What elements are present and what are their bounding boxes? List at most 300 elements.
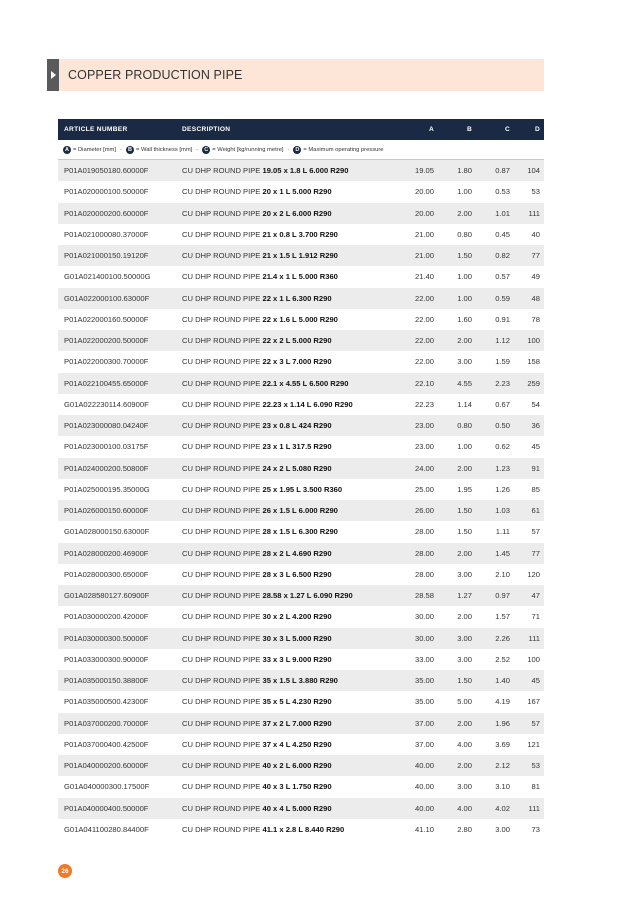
diameter-value: 28.00 <box>414 527 434 537</box>
article-number: G01A041100280.84400F <box>64 824 149 834</box>
description-spec: 30 x 3 L 5.000 R290 <box>262 633 332 643</box>
description-spec: 25 x 1.95 L 3.500 R360 <box>262 484 343 494</box>
wall-thickness-value: 1.95 <box>457 484 472 494</box>
description <box>182 676 392 685</box>
section-banner <box>47 59 544 91</box>
description-prefix: CU DHP ROUND PIPE <box>182 803 261 813</box>
description <box>182 549 392 558</box>
description <box>182 464 392 473</box>
diameter-value: 22.23 <box>414 399 434 409</box>
article-number: P01A040000400.50000F <box>64 803 149 813</box>
article-number: P01A022100455.65000F <box>64 378 149 388</box>
weight-value: 1.57 <box>495 612 510 622</box>
weight-value: 2.23 <box>495 378 510 388</box>
article-number: P01A028000200.46900F <box>64 548 149 558</box>
max-pressure-value: 78 <box>531 314 540 324</box>
wall-thickness-value: 1.60 <box>457 314 472 324</box>
article-number: G01A022230114.60900F <box>64 399 149 409</box>
wall-thickness-value: 4.00 <box>457 739 472 749</box>
wall-thickness-value: 1.00 <box>457 293 472 303</box>
description-prefix: CU DHP ROUND PIPE <box>182 676 261 686</box>
max-pressure-value: 100 <box>527 654 540 664</box>
table-row <box>58 734 544 755</box>
description-prefix: CU DHP ROUND PIPE <box>182 314 261 324</box>
product-table <box>58 119 544 840</box>
description-spec: 40 x 4 L 5.000 R290 <box>262 803 332 813</box>
diameter-value: 23.00 <box>414 442 434 452</box>
diameter-value: 22.00 <box>414 314 434 324</box>
description-prefix: CU DHP ROUND PIPE <box>182 229 261 239</box>
table-row <box>58 691 544 712</box>
max-pressure-value: 40 <box>531 229 540 239</box>
article-number: P01A033000300.90000F <box>64 654 149 664</box>
description-prefix: CU DHP ROUND PIPE <box>182 293 261 303</box>
wall-thickness-value: 1.00 <box>457 442 472 452</box>
weight-value: 1.45 <box>495 548 510 558</box>
wall-thickness-value: 2.00 <box>457 718 472 728</box>
weight-value: 1.11 <box>495 527 510 537</box>
description-prefix: CU DHP ROUND PIPE <box>182 463 261 473</box>
description-spec: 41.1 x 2.8 L 8.440 R290 <box>262 824 345 834</box>
max-pressure-value: 111 <box>528 803 540 813</box>
table-row <box>58 309 544 330</box>
wall-thickness-value: 3.00 <box>457 633 472 643</box>
table-row <box>58 458 544 479</box>
article-number: P01A022000300.70000F <box>64 357 149 367</box>
article-number: P01A022000200.50000F <box>64 336 149 346</box>
diameter-value: 22.10 <box>414 378 434 388</box>
description <box>182 825 392 834</box>
weight-value: 0.67 <box>495 399 510 409</box>
description <box>182 506 392 515</box>
wall-thickness-value: 3.00 <box>457 357 472 367</box>
description-spec: 21 x 1.5 L 1.912 R290 <box>262 251 338 261</box>
wall-thickness-value: 2.00 <box>457 336 472 346</box>
diameter-value: 41.10 <box>414 824 434 834</box>
article-number: P01A020000200.60000F <box>64 208 149 218</box>
max-pressure-value: 120 <box>527 569 540 579</box>
weight-value: 0.97 <box>495 591 510 601</box>
description <box>182 357 392 366</box>
legend-key-badge: A <box>63 146 71 154</box>
description-prefix: CU DHP ROUND PIPE <box>182 569 261 579</box>
wall-thickness-value: 3.00 <box>457 569 472 579</box>
max-pressure-value: 57 <box>531 527 540 537</box>
article-number: G01A028000150.63000F <box>64 527 150 537</box>
description <box>182 485 392 494</box>
weight-value: 2.10 <box>495 569 510 579</box>
legend-text: = Diameter [mm] <box>73 146 117 153</box>
diameter-value: 22.00 <box>414 336 434 346</box>
table-row <box>58 224 544 245</box>
weight-value: 1.12 <box>495 336 510 346</box>
wall-thickness-value: 5.00 <box>457 697 472 707</box>
header-b: B <box>466 126 472 133</box>
description-prefix: CU DHP ROUND PIPE <box>182 187 261 197</box>
diameter-value: 28.58 <box>414 591 434 601</box>
wall-thickness-value: 4.00 <box>457 803 472 813</box>
article-number: G01A040000300.17500F <box>64 782 150 792</box>
description <box>182 272 392 281</box>
wall-thickness-value: 3.00 <box>457 654 472 664</box>
legend-key-badge: B <box>126 146 134 154</box>
description <box>182 761 392 770</box>
diameter-value: 23.00 <box>414 421 434 431</box>
weight-value: 1.26 <box>495 484 510 494</box>
description-spec: 28 x 2 L 4.690 R290 <box>262 548 332 558</box>
table-row <box>58 203 544 224</box>
table-row <box>58 288 544 309</box>
article-number: P01A024000200.50800F <box>64 463 149 473</box>
description-prefix: CU DHP ROUND PIPE <box>182 612 261 622</box>
wall-thickness-value: 4.55 <box>457 378 472 388</box>
legend-item <box>202 146 283 154</box>
description-spec: 33 x 3 L 9.000 R290 <box>262 654 332 664</box>
diameter-value: 40.00 <box>414 761 434 771</box>
max-pressure-value: 111 <box>528 208 540 218</box>
max-pressure-value: 53 <box>531 187 540 197</box>
max-pressure-value: 48 <box>531 293 540 303</box>
description <box>182 782 392 791</box>
wall-thickness-value: 2.80 <box>457 824 472 834</box>
weight-value: 1.23 <box>495 463 510 473</box>
table-row <box>58 479 544 500</box>
weight-value: 0.50 <box>495 421 510 431</box>
table-row <box>58 415 544 436</box>
weight-value: 0.59 <box>495 293 510 303</box>
weight-value: 1.96 <box>495 718 510 728</box>
table-row <box>58 521 544 542</box>
description-spec: 22 x 1.6 L 5.000 R290 <box>262 314 338 324</box>
description-prefix: CU DHP ROUND PIPE <box>182 378 261 388</box>
table-row <box>58 500 544 521</box>
description-prefix: CU DHP ROUND PIPE <box>182 484 261 494</box>
description <box>182 740 392 749</box>
description <box>182 209 392 218</box>
article-number: P01A020000100.50000F <box>64 187 149 197</box>
description-prefix: CU DHP ROUND PIPE <box>182 527 261 537</box>
description <box>182 187 392 196</box>
description-prefix: CU DHP ROUND PIPE <box>182 208 261 218</box>
legend-separator: - <box>196 146 199 153</box>
description-spec: 40 x 3 L 1.750 R290 <box>262 782 332 792</box>
wall-thickness-value: 1.80 <box>457 166 472 176</box>
description-spec: 21 x 0.8 L 3.700 R290 <box>262 229 338 239</box>
header-article-number: ARTICLE NUMBER <box>64 126 128 133</box>
description-spec: 35 x 5 L 4.230 R290 <box>262 697 332 707</box>
max-pressure-value: 158 <box>527 357 540 367</box>
table-row <box>58 330 544 351</box>
article-number: G01A028580127.60900F <box>64 591 150 601</box>
weight-value: 0.82 <box>495 251 510 261</box>
diameter-value: 37.00 <box>414 739 434 749</box>
diameter-value: 40.00 <box>414 803 434 813</box>
max-pressure-value: 57 <box>531 718 540 728</box>
table-row <box>58 373 544 394</box>
weight-value: 3.69 <box>495 739 510 749</box>
legend-text: = Wall thickness [mm] <box>135 146 193 153</box>
description-spec: 22 x 2 L 5.000 R290 <box>262 336 332 346</box>
header-description: DESCRIPTION <box>182 126 231 133</box>
description-prefix: CU DHP ROUND PIPE <box>182 336 261 346</box>
max-pressure-value: 54 <box>531 399 540 409</box>
legend-item <box>126 146 192 154</box>
weight-value: 0.87 <box>495 166 510 176</box>
max-pressure-value: 45 <box>531 676 540 686</box>
description-prefix: CU DHP ROUND PIPE <box>182 399 261 409</box>
diameter-value: 40.00 <box>414 782 434 792</box>
weight-value: 2.12 <box>495 761 510 771</box>
wall-thickness-value: 1.50 <box>457 527 472 537</box>
description <box>182 166 392 175</box>
wall-thickness-value: 0.80 <box>457 229 472 239</box>
max-pressure-value: 100 <box>527 336 540 346</box>
article-number: G01A022000100.63000F <box>64 293 150 303</box>
wall-thickness-value: 1.00 <box>457 187 472 197</box>
description <box>182 719 392 728</box>
description <box>182 527 392 536</box>
description-prefix: CU DHP ROUND PIPE <box>182 548 261 558</box>
weight-value: 1.03 <box>495 506 510 516</box>
description-prefix: CU DHP ROUND PIPE <box>182 633 261 643</box>
article-number: P01A025000195.35000G <box>64 484 150 494</box>
header-d: D <box>534 126 540 133</box>
table-row <box>58 585 544 606</box>
diameter-value: 30.00 <box>414 633 434 643</box>
description <box>182 400 392 409</box>
max-pressure-value: 91 <box>531 463 540 473</box>
wall-thickness-value: 2.00 <box>457 761 472 771</box>
wall-thickness-value: 2.00 <box>457 612 472 622</box>
description-spec: 37 x 4 L 4.250 R290 <box>262 739 332 749</box>
diameter-value: 35.00 <box>414 676 434 686</box>
description <box>182 804 392 813</box>
article-number: P01A037000400.42500F <box>64 739 149 749</box>
wall-thickness-value: 2.00 <box>457 548 472 558</box>
weight-value: 2.26 <box>495 633 510 643</box>
wall-thickness-value: 2.00 <box>457 208 472 218</box>
description-prefix: CU DHP ROUND PIPE <box>182 718 261 728</box>
description <box>182 655 392 664</box>
diameter-value: 26.00 <box>414 506 434 516</box>
max-pressure-value: 85 <box>531 484 540 494</box>
article-number: P01A035000150.38800F <box>64 676 149 686</box>
description-prefix: CU DHP ROUND PIPE <box>182 739 261 749</box>
weight-value: 0.45 <box>495 229 510 239</box>
weight-value: 0.62 <box>495 442 510 452</box>
description-prefix: CU DHP ROUND PIPE <box>182 824 261 834</box>
diameter-value: 21.00 <box>414 229 434 239</box>
description-spec: 19.05 x 1.8 L 6.000 R290 <box>262 166 349 176</box>
article-number: P01A021000150.19120F <box>64 251 149 261</box>
table-row <box>58 245 544 266</box>
description <box>182 421 392 430</box>
legend-item <box>63 146 116 154</box>
table-row <box>58 394 544 415</box>
max-pressure-value: 73 <box>531 824 540 834</box>
description-spec: 35 x 1.5 L 3.880 R290 <box>262 676 338 686</box>
description-spec: 22.1 x 4.55 L 6.500 R290 <box>262 378 349 388</box>
max-pressure-value: 259 <box>527 378 540 388</box>
description-spec: 24 x 2 L 5.080 R290 <box>262 463 332 473</box>
description <box>182 697 392 706</box>
weight-value: 3.10 <box>495 782 510 792</box>
description-prefix: CU DHP ROUND PIPE <box>182 697 261 707</box>
diameter-value: 37.00 <box>414 718 434 728</box>
weight-value: 1.40 <box>495 676 510 686</box>
description-prefix: CU DHP ROUND PIPE <box>182 272 261 282</box>
weight-value: 4.19 <box>495 697 510 707</box>
description-spec: 22 x 3 L 7.000 R290 <box>262 357 332 367</box>
legend-key-badge: D <box>293 146 301 154</box>
table-row <box>58 160 544 181</box>
table-row <box>58 564 544 585</box>
description-spec: 37 x 2 L 7.000 R290 <box>262 718 332 728</box>
diameter-value: 22.00 <box>414 357 434 367</box>
table-row <box>58 351 544 372</box>
wall-thickness-value: 3.00 <box>457 782 472 792</box>
triangle-right-icon <box>51 71 56 79</box>
table-row <box>58 181 544 202</box>
diameter-value: 22.00 <box>414 293 434 303</box>
banner-tab <box>47 59 59 91</box>
article-number: P01A035000500.42300F <box>64 697 149 707</box>
wall-thickness-value: 1.50 <box>457 676 472 686</box>
description-prefix: CU DHP ROUND PIPE <box>182 654 261 664</box>
section-title: COPPER PRODUCTION PIPE <box>68 68 243 82</box>
diameter-value: 28.00 <box>414 569 434 579</box>
wall-thickness-value: 0.80 <box>457 421 472 431</box>
description-spec: 28.58 x 1.27 L 6.090 R290 <box>262 591 353 601</box>
weight-value: 0.53 <box>495 187 510 197</box>
description <box>182 336 392 345</box>
max-pressure-value: 81 <box>531 782 540 792</box>
max-pressure-value: 111 <box>528 633 540 643</box>
max-pressure-value: 53 <box>531 761 540 771</box>
max-pressure-value: 49 <box>531 272 540 282</box>
description-prefix: CU DHP ROUND PIPE <box>182 357 261 367</box>
weight-value: 0.57 <box>495 272 510 282</box>
diameter-value: 35.00 <box>414 697 434 707</box>
weight-value: 2.52 <box>495 654 510 664</box>
table-row <box>58 606 544 627</box>
description-spec: 40 x 2 L 6.000 R290 <box>262 761 332 771</box>
diameter-value: 21.40 <box>414 272 434 282</box>
table-row <box>58 266 544 287</box>
description-spec: 30 x 2 L 4.200 R290 <box>262 612 332 622</box>
description <box>182 442 392 451</box>
article-number: P01A028000300.65000F <box>64 569 149 579</box>
diameter-value: 24.00 <box>414 463 434 473</box>
description-spec: 26 x 1.5 L 6.000 R290 <box>262 506 338 516</box>
description <box>182 294 392 303</box>
diameter-value: 21.00 <box>414 251 434 261</box>
description-prefix: CU DHP ROUND PIPE <box>182 591 261 601</box>
description-spec: 20 x 2 L 6.000 R290 <box>262 208 332 218</box>
wall-thickness-value: 1.14 <box>457 399 472 409</box>
description-prefix: CU DHP ROUND PIPE <box>182 166 261 176</box>
description-prefix: CU DHP ROUND PIPE <box>182 251 261 261</box>
weight-value: 4.02 <box>495 803 510 813</box>
description-prefix: CU DHP ROUND PIPE <box>182 421 261 431</box>
max-pressure-value: 45 <box>531 442 540 452</box>
description <box>182 251 392 260</box>
header-a: A <box>428 126 434 133</box>
article-number: P01A023000080.04240F <box>64 421 149 431</box>
description-spec: 22 x 1 L 6.300 R290 <box>262 293 332 303</box>
description <box>182 570 392 579</box>
weight-value: 1.01 <box>495 208 510 218</box>
table-header <box>58 119 544 140</box>
table-legend <box>58 140 544 160</box>
max-pressure-value: 36 <box>531 421 540 431</box>
max-pressure-value: 121 <box>527 739 540 749</box>
diameter-value: 20.00 <box>414 208 434 218</box>
description-prefix: CU DHP ROUND PIPE <box>182 506 261 516</box>
legend-key-badge: C <box>202 146 210 154</box>
max-pressure-value: 167 <box>527 697 540 707</box>
table-row <box>58 670 544 691</box>
article-number: P01A019050180.60000F <box>64 166 149 176</box>
article-number: P01A030000200.42000F <box>64 612 149 622</box>
description-prefix: CU DHP ROUND PIPE <box>182 442 261 452</box>
description-spec: 22.23 x 1.14 L 6.090 R290 <box>262 399 353 409</box>
table-row <box>58 819 544 840</box>
legend-text: = Weight [kg/running metre] <box>212 146 284 153</box>
diameter-value: 25.00 <box>414 484 434 494</box>
article-number: P01A040000200.60000F <box>64 761 149 771</box>
description-spec: 28 x 1.5 L 6.300 R290 <box>262 527 338 537</box>
description <box>182 634 392 643</box>
weight-value: 1.59 <box>495 357 510 367</box>
max-pressure-value: 77 <box>531 251 540 261</box>
wall-thickness-value: 2.00 <box>457 463 472 473</box>
legend-text: = Maximum operating pressure <box>303 146 384 153</box>
legend-separator: - <box>120 146 122 153</box>
diameter-value: 30.00 <box>414 612 434 622</box>
wall-thickness-value: 1.27 <box>457 591 472 601</box>
legend-item <box>293 146 383 154</box>
description-spec: 23 x 1 L 317.5 R290 <box>262 442 332 452</box>
wall-thickness-value: 1.50 <box>457 506 472 516</box>
diameter-value: 20.00 <box>414 187 434 197</box>
max-pressure-value: 104 <box>527 166 540 176</box>
description <box>182 591 392 600</box>
max-pressure-value: 61 <box>531 506 540 516</box>
max-pressure-value: 47 <box>531 591 540 601</box>
page-number: 26 <box>58 864 72 878</box>
description <box>182 230 392 239</box>
article-number: P01A030000300.50000F <box>64 633 149 643</box>
legend-separator: - <box>287 146 290 153</box>
weight-value: 0.91 <box>495 314 510 324</box>
description <box>182 379 392 388</box>
table-row <box>58 776 544 797</box>
description <box>182 612 392 621</box>
article-number: P01A022000160.50000F <box>64 314 149 324</box>
table-row <box>58 436 544 457</box>
weight-value: 3.00 <box>495 824 510 834</box>
description-spec: 20 x 1 L 5.000 R290 <box>262 187 332 197</box>
table-row <box>58 713 544 734</box>
description-prefix: CU DHP ROUND PIPE <box>182 761 261 771</box>
description-prefix: CU DHP ROUND PIPE <box>182 782 261 792</box>
description-spec: 23 x 0.8 L 424 R290 <box>262 421 332 431</box>
wall-thickness-value: 1.50 <box>457 251 472 261</box>
article-number: P01A023000100.03175F <box>64 442 149 452</box>
article-number: P01A037000200.70000F <box>64 718 149 728</box>
description <box>182 315 392 324</box>
